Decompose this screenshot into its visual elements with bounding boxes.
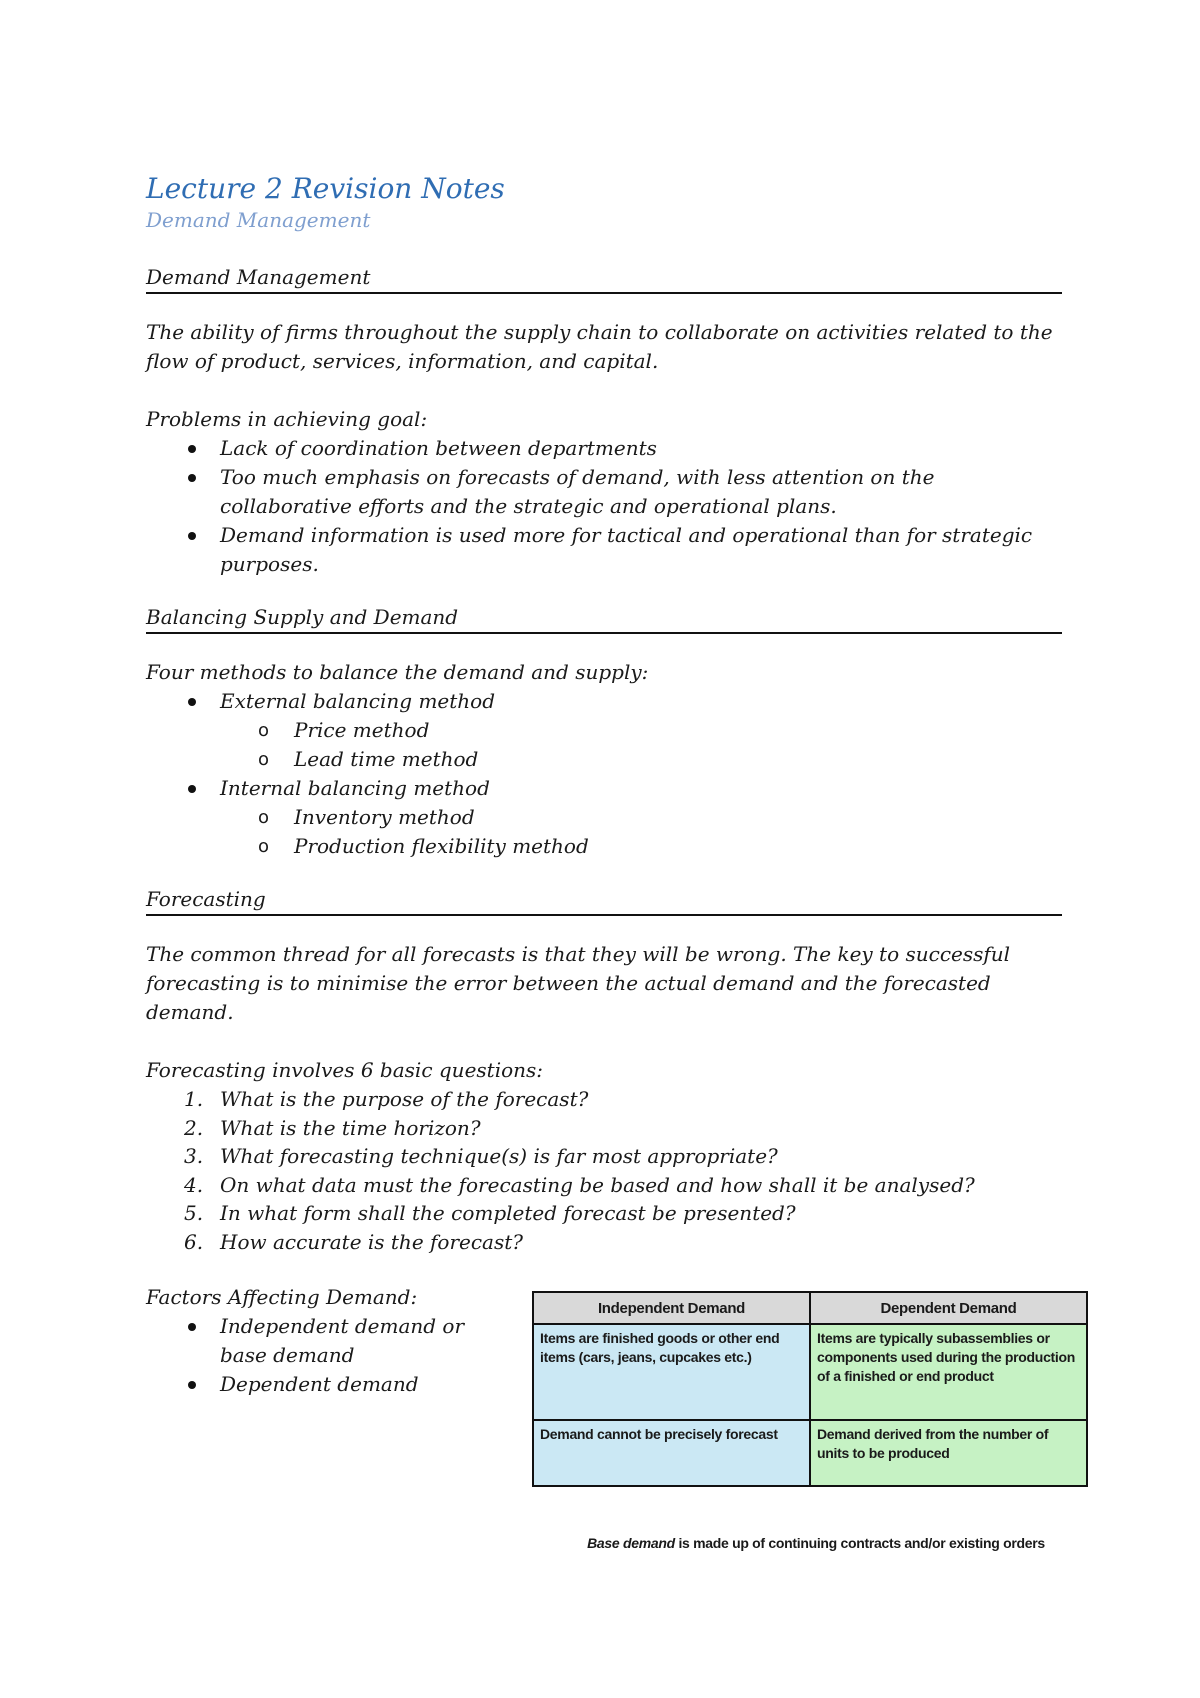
column-header-dependent: Dependent Demand <box>810 1292 1087 1324</box>
section-heading-forecasting: Forecasting <box>146 886 1062 916</box>
table-row <box>533 1420 1087 1486</box>
list-number: 5. <box>184 1201 204 1225</box>
list-item <box>146 1142 1062 1171</box>
list-number: 4. <box>184 1172 204 1197</box>
list-text: What is the time horizon? <box>220 1115 481 1140</box>
section-heading-balancing: Balancing Supply and Demand <box>146 604 1062 634</box>
list-text: How accurate is the forecast? <box>220 1229 523 1254</box>
balancing-intro: Four methods to balance the demand and supply: <box>146 660 649 684</box>
factors-block <box>146 1283 486 1399</box>
table-row <box>533 1324 1087 1420</box>
factors-section <box>146 1283 1076 1551</box>
list-text: What is the purpose of the forecast? <box>220 1087 589 1111</box>
list-item: Too much emphasis on forecasts of demand, with less attention on the collaborative efforts and the strategic and operational plans. <box>146 463 1062 521</box>
sub-list-item: o Lead time method <box>146 745 1062 774</box>
sub-list-item: o Price method <box>146 716 1062 745</box>
internal-methods-sublist <box>146 803 1062 861</box>
problems-list <box>146 434 1062 579</box>
questions-intro: Forecasting involves 6 basic questions: <box>146 1058 544 1082</box>
list-item: Lack of coordination between departments <box>146 434 1062 463</box>
page-title: Lecture 2 Revision Notes <box>146 172 505 205</box>
list-number: 2. <box>184 1115 204 1140</box>
demand-comparison-table <box>532 1291 1088 1487</box>
page-subtitle: Demand Management <box>146 208 371 232</box>
table-header-row <box>533 1292 1087 1324</box>
table-cell-independent: Demand cannot be precisely forecast <box>533 1420 810 1486</box>
table-cell-dependent: Demand derived from the number of units to be produced <box>810 1420 1087 1486</box>
sub-list-item: o Inventory method <box>146 803 1062 832</box>
note-text: is made up of continuing contracts and/or existing orders <box>674 1535 1045 1551</box>
list-item-external <box>146 687 1062 716</box>
list-item <box>146 1171 1062 1200</box>
list-item <box>146 1085 1062 1114</box>
list-number: 3. <box>184 1144 204 1168</box>
list-item: Dependent demand <box>146 1370 486 1399</box>
section-heading-demand-management: Demand Management <box>146 264 1062 294</box>
external-method-label: External balancing method <box>220 689 495 713</box>
factors-intro: Factors Affecting Demand: <box>146 1285 418 1309</box>
list-item: Independent demand or base demand <box>146 1312 486 1370</box>
note-bold-term: Base demand <box>587 1535 675 1551</box>
list-item: Demand information is used more for tactical and operational than for strategic purposes. <box>146 521 1062 579</box>
questions-list <box>146 1085 1062 1256</box>
demand-management-definition: The ability of firms throughout the supply chain to collaborate on activities related to the flow of product, services, information, and capital. <box>146 320 1053 373</box>
internal-method-label: Internal balancing method <box>220 776 490 800</box>
external-methods-sublist <box>146 716 1062 774</box>
factors-list <box>146 1312 486 1399</box>
list-text: On what data must the forecasting be based and how shall it be analysed? <box>220 1172 975 1197</box>
table-cell-independent: Items are finished goods or other end items (cars, jeans, cupcakes etc.) <box>533 1324 810 1420</box>
forecasting-thread: The common thread for all forecasts is that they will be wrong. The key to successful forecasting is to minimise the error between the actual demand and the forecasted demand. <box>146 942 1011 1024</box>
list-item <box>146 1114 1062 1143</box>
list-text: What forecasting technique(s) is far most appropriate? <box>220 1144 778 1168</box>
column-header-independent: Independent Demand <box>533 1292 810 1324</box>
base-demand-note <box>536 1535 1096 1551</box>
balancing-methods-list-2 <box>146 774 1062 803</box>
list-item-internal <box>146 774 1062 803</box>
list-item <box>146 1199 1062 1228</box>
list-item <box>146 1228 1062 1257</box>
list-text: In what form shall the completed forecast be presented? <box>220 1201 796 1225</box>
balancing-methods-list <box>146 687 1062 716</box>
document-content <box>146 172 1076 1551</box>
list-number: 6. <box>184 1229 204 1254</box>
list-number: 1. <box>184 1087 204 1111</box>
problems-intro: Problems in achieving goal: <box>146 407 428 431</box>
sub-list-item: o Production flexibility method <box>146 832 1062 861</box>
table-cell-dependent: Items are typically subassemblies or components used during the production of a finished or end product <box>810 1324 1087 1420</box>
